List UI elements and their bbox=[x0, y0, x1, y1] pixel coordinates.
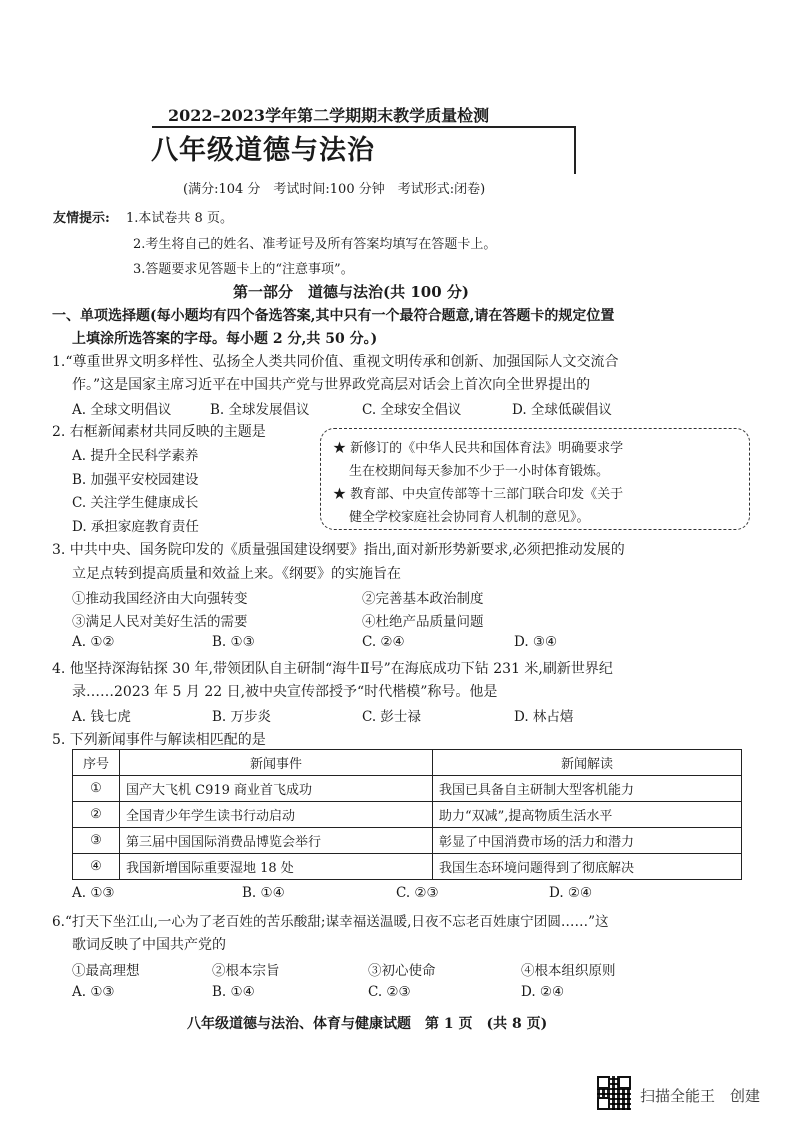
news-item-2-cont: 健全学校家庭社会协同育人机制的意见》。 bbox=[349, 510, 590, 525]
question-4-stem: 4. 他坚持深海钻探 30 年,带领团队自主研制“海牛Ⅱ号”在海底成功下钻 231 米,刷新世界纪 bbox=[52, 661, 613, 677]
question-3-stem-cont: 立足点转到提高质量和效益上来。《纲要》的实施旨在 bbox=[72, 566, 401, 582]
q2-option-d: D. 承担家庭教育责任 bbox=[72, 519, 199, 535]
news-item-1: ★ 新修订的《中华人民共和国体育法》明确要求学 bbox=[333, 441, 624, 456]
table-cell-no: ③ bbox=[73, 828, 120, 854]
q5-option-d: D. ②④ bbox=[549, 885, 593, 901]
q5-option-b: B. ①④ bbox=[242, 885, 285, 901]
section1-instruction-cont: 上填涂所选答案的字母。每小题 2 分,共 50 分。) bbox=[72, 331, 378, 347]
q6-option-b: B. ①④ bbox=[212, 984, 255, 1000]
tip-item: 1.本试卷共 8 页。 bbox=[126, 211, 233, 226]
q6-option-c: C. ②③ bbox=[368, 984, 411, 1000]
news-item-2: ★ 教育部、中央宣传部等十三部门联合印发《关于 bbox=[333, 487, 624, 502]
q5-option-c: C. ②③ bbox=[396, 885, 439, 901]
tip-item: 3.答题要求见答题卡上的“注意事项”。 bbox=[133, 262, 354, 277]
table-header-cell: 新闻事件 bbox=[120, 750, 433, 776]
question-4-stem-cont: 录……2023 年 5 月 22 日,被中央宣传部授予“时代楷模”称号。他是 bbox=[72, 684, 498, 700]
table-row bbox=[73, 776, 742, 802]
scanner-watermark: 扫描全能王 创建 bbox=[640, 1087, 761, 1105]
q3-item: ③满足人民对美好生活的需要 bbox=[72, 614, 248, 630]
part1-title: 第一部分 道德与法治(共 100 分) bbox=[233, 283, 469, 301]
news-table bbox=[72, 749, 742, 880]
q1-option-a: A. 全球文明倡议 bbox=[72, 402, 172, 418]
q6-item: ③初心使命 bbox=[368, 963, 436, 979]
question-3-stem: 3. 中共中央、国务院印发的《质量强国建设纲要》指出,面对新形势新要求,必须把推动发展的 bbox=[52, 542, 625, 558]
q6-option-d: D. ②④ bbox=[521, 984, 565, 1000]
table-cell-event: 国产大飞机 C919 商业首飞成功 bbox=[120, 776, 433, 802]
page-footer: 八年级道德与法治、体育与健康试题 第 1 页 (共 8 页) bbox=[187, 1016, 548, 1032]
news-item-1-cont: 生在校期间每天参加不少于一小时体育锻炼。 bbox=[349, 464, 610, 479]
q1-option-d: D. 全球低碳倡议 bbox=[512, 402, 612, 418]
q3-item: ②完善基本政治制度 bbox=[362, 591, 484, 607]
table-cell-interpretation: 助力“双减”,提高物质生活水平 bbox=[433, 802, 742, 828]
table-cell-no: ④ bbox=[73, 854, 120, 880]
title-top-rule bbox=[152, 126, 576, 128]
exam-info: (满分:104 分 考试时间:100 分钟 考试形式:闭卷) bbox=[183, 182, 486, 197]
q2-option-c: C. 关注学生健康成长 bbox=[72, 495, 199, 511]
q2-option-a: A. 提升全民科学素养 bbox=[72, 448, 199, 464]
q1-option-c: C. 全球安全倡议 bbox=[362, 402, 462, 418]
question-1-stem: 1.“尊重世界文明多样性、弘扬全人类共同价值、重视文明传承和创新、加强国际人文交流合 bbox=[52, 354, 619, 370]
table-cell-no: ① bbox=[73, 776, 120, 802]
table-row bbox=[73, 828, 742, 854]
table-header-row bbox=[73, 750, 742, 776]
q3-item: ①推动我国经济由大向强转变 bbox=[72, 591, 248, 607]
exam-subtitle: 2022–2023学年第二学期期末教学质量检测 bbox=[168, 106, 490, 125]
tips-label: 友情提示: bbox=[53, 211, 110, 226]
q3-item: ④杜绝产品质量问题 bbox=[362, 614, 484, 630]
q1-option-b: B. 全球发展倡议 bbox=[210, 402, 310, 418]
table-header-cell: 新闻解读 bbox=[433, 750, 742, 776]
table-row bbox=[73, 802, 742, 828]
question-6-stem-cont: 歌词反映了中国共产党的 bbox=[72, 937, 226, 953]
q4-option-a: A. 钱七虎 bbox=[72, 709, 131, 725]
q3-option-a: A. ①② bbox=[72, 634, 115, 650]
q6-item: ①最高理想 bbox=[72, 963, 140, 979]
question-2-stem: 2. 右框新闻素材共同反映的主题是 bbox=[52, 424, 266, 440]
question-5-stem: 5. 下列新闻事件与解读相匹配的是 bbox=[52, 732, 266, 748]
q3-option-c: C. ②④ bbox=[362, 634, 405, 650]
exam-title: 八年级道德与法治 bbox=[151, 135, 375, 166]
q4-option-d: D. 林占熺 bbox=[514, 709, 574, 725]
section1-instruction: 一、单项选择题(每小题均有四个备选答案,其中只有一个最符合题意,请在答题卡的规定位置 bbox=[52, 308, 615, 324]
q6-item: ②根本宗旨 bbox=[212, 963, 280, 979]
table-header-cell: 序号 bbox=[73, 750, 120, 776]
table-cell-no: ② bbox=[73, 802, 120, 828]
table-cell-event: 我国新增国际重要湿地 18 处 bbox=[120, 854, 433, 880]
q4-option-c: C. 彭士禄 bbox=[362, 709, 421, 725]
q6-item: ④根本组织原则 bbox=[521, 963, 616, 979]
table-row bbox=[73, 854, 742, 880]
tip-item: 2.考生将自己的姓名、准考证号及所有答案均填写在答题卡上。 bbox=[133, 237, 497, 252]
table-cell-event: 第三届中国国际消费品博览会举行 bbox=[120, 828, 433, 854]
q3-option-d: D. ③④ bbox=[514, 634, 558, 650]
table-cell-interpretation: 彰显了中国消费市场的活力和潜力 bbox=[433, 828, 742, 854]
q4-option-b: B. 万步炎 bbox=[212, 709, 272, 725]
q3-option-b: B. ①③ bbox=[212, 634, 255, 650]
q5-option-a: A. ①③ bbox=[72, 885, 115, 901]
q6-option-a: A. ①③ bbox=[72, 984, 115, 1000]
question-6-stem: 6.“打天下坐江山,一心为了老百姓的苦乐酸甜;谋幸福送温暖,日夜不忘老百姓康宁团圆……”这 bbox=[52, 914, 609, 930]
qr-code-icon bbox=[597, 1076, 631, 1110]
table-cell-interpretation: 我国已具备自主研制大型客机能力 bbox=[433, 776, 742, 802]
q2-option-b: B. 加强平安校园建设 bbox=[72, 472, 199, 488]
title-side-rule bbox=[574, 126, 576, 174]
question-1-stem-cont: 作。”这是国家主席习近平在中国共产党与世界政党高层对话会上首次向全世界提出的 bbox=[72, 377, 591, 393]
table-cell-event: 全国青少年学生读书行动启动 bbox=[120, 802, 433, 828]
table-cell-interpretation: 我国生态环境问题得到了彻底解决 bbox=[433, 854, 742, 880]
